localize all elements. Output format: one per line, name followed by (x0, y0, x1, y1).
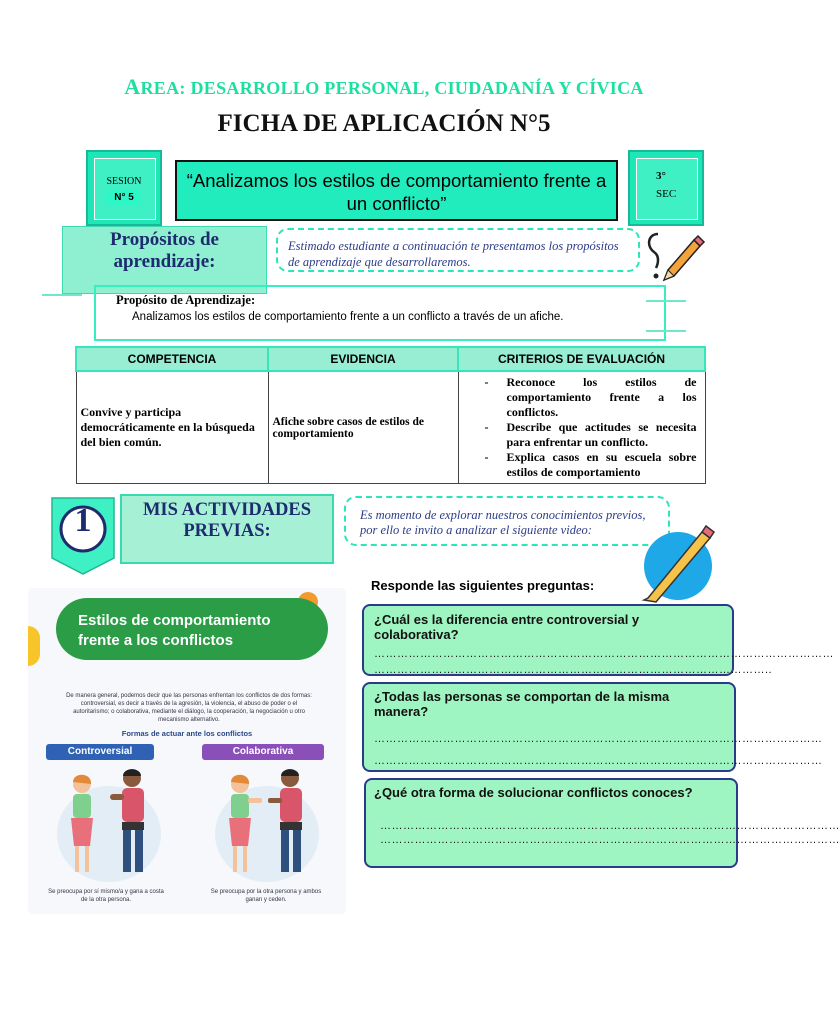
area-rest: REA: DESARROLLO PERSONAL, CIUDADANÍA Y CÍVICA (140, 78, 644, 98)
pencil-circle-icon (636, 520, 726, 602)
grade-badge (628, 150, 704, 226)
question-1: ¿Cuál es la diferencia entre controversial y colaborativa? (374, 612, 640, 642)
question-box-1[interactable] (362, 604, 834, 676)
purpose-box-text: Analizamos los estilos de comportamiento frente a un conflicto a través de un afiche. (132, 311, 564, 323)
purpose-box-title: Propósito de Aprendizaje: (116, 293, 256, 307)
poster-title-line1: Estilos de comportamiento (78, 612, 271, 629)
area-first-letter: A (124, 74, 141, 99)
session-title: “Analizamos los estilos de comportamiento frente a un conflicto” (175, 160, 618, 221)
list-item: - Explica casos en su escuela sobre estilos de comportamiento (507, 450, 697, 480)
area-heading (0, 74, 768, 100)
poster-left-label: Controversial (46, 744, 154, 760)
grade-level: SEC (656, 188, 677, 200)
poster-subheading: Formas de actuar ante los conflictos (121, 729, 253, 738)
competency-table (75, 346, 706, 484)
question-box-3[interactable] (364, 778, 840, 868)
answer-line: ………………………………………………………………………………………………………… (380, 834, 840, 846)
answer-line: ……………………………………………………………………………………………………… (374, 733, 823, 745)
activity-number: 1 (74, 502, 92, 539)
controversial-illustration (54, 764, 164, 884)
ficha-title: FICHA DE APLICACIÓN N°5 (217, 110, 551, 137)
cell-competencia: Convive y participa democráticamente en la búsqueda del bien común. (76, 371, 268, 484)
answer-line: ………………………………………………………………………………………………………… (374, 648, 834, 660)
activities-intro: Es momento de explorar nuestros conocimientos previos, por ello te invito a analizar el siguiente video: (344, 496, 670, 546)
purposes-heading: Propósitos de aprendizaje: (62, 226, 267, 294)
pencil-icon (638, 226, 708, 282)
session-number: N° 5 (106, 190, 142, 206)
answer-line: ………………………………………………………………………………………………………… (380, 820, 840, 832)
poster-right-caption: Se preocupa por la otra persona y ambos ganan y ceden. (210, 889, 322, 903)
session-label: SESION (106, 176, 142, 187)
decor-circle (28, 626, 40, 666)
poster-right-label: Colaborativa (202, 744, 324, 760)
activities-heading: MIS ACTIVIDADES PREVIAS: (120, 494, 334, 564)
collaborative-illustration (212, 764, 322, 884)
answer-line: ………………………………………………………………………………………….. (374, 664, 773, 676)
list-item: - Describe que actitudes se necesita para enfrentar un conflicto. (507, 420, 697, 450)
decor-line (646, 300, 686, 302)
session-badge (86, 150, 162, 226)
purposes-intro: Estimado estudiante a continuación te presentamos los propósitos de aprendizaje que desarrollaremos. (276, 228, 640, 272)
poster-left-caption: Se preocupa por sí mismo/a y gana a costa de la otra persona. (48, 889, 164, 903)
poster-title-line2: frente a los conflictos (78, 632, 234, 649)
decor-line (646, 330, 686, 332)
list-item: - Reconoce los estilos de comportamiento frente a los conflictos. (507, 375, 697, 420)
header-evidencia: EVIDENCIA (268, 347, 458, 371)
answer-line: ……………………………………………………………………………………………………… (374, 755, 823, 767)
decor-line (42, 294, 82, 296)
header-competencia: COMPETENCIA (76, 347, 268, 371)
criteria-list (485, 375, 697, 480)
poster-title-pill (56, 598, 328, 660)
poster-body: De manera general, podemos decir que las personas enfrentan los conflictos de dos formas: controversial, es decir a través de la agresión, la violencia, el abuso de poder o el autoritarismo; o colaborativa, mediante el diálogo, la cooperación, la negociación u otro mecanismo alternativo. (66, 693, 312, 723)
header-criterios: CRITERIOS DE EVALUACIÓN (458, 347, 705, 371)
cell-evidencia: Afiche sobre casos de estilos de comportamiento (268, 371, 458, 484)
question-3: ¿Qué otra forma de solucionar conflictos conoces? (374, 785, 693, 800)
questions-heading: Responde las siguientes preguntas: (371, 578, 595, 593)
question-2: ¿Todas las personas se comportan de la misma manera? (374, 689, 670, 719)
poster (28, 588, 346, 914)
grade-number: 3° (656, 170, 666, 182)
purpose-box (94, 285, 666, 341)
question-box-2[interactable] (362, 682, 823, 772)
